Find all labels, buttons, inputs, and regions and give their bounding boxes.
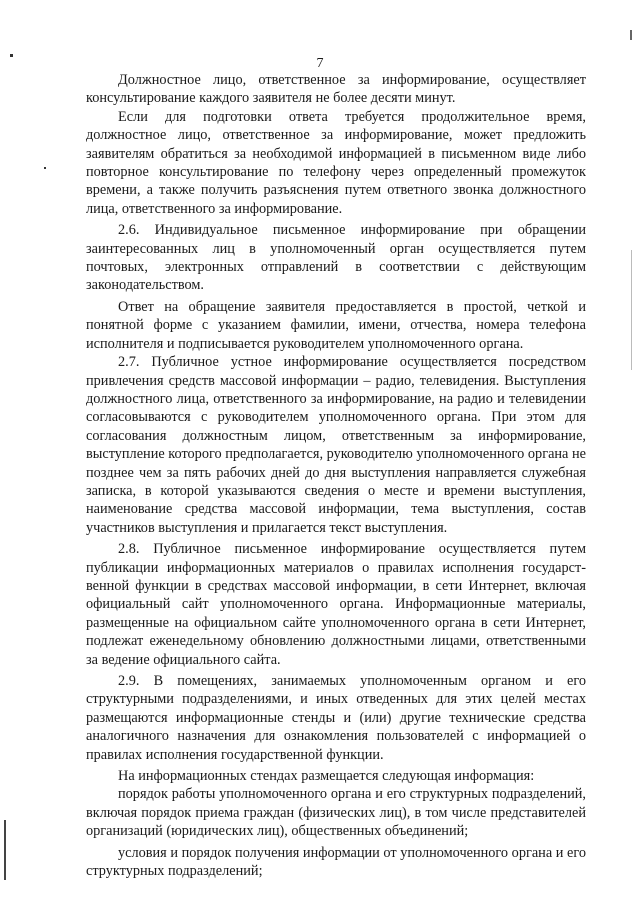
- scan-artifact: [4, 820, 6, 880]
- scan-artifact: [631, 250, 632, 370]
- paragraph-extended-time: Если для подготовки ответа требуется продолжительное время, должностное лицо, ответственное за информирование, может предложить заявителям обратиться за необходимой информацией в письменном виде либо повторное консультирование по телефону через определенный промежуток времени, а также получить разъяснения путем ответного звонка должностного лица, ответственного за информирование.: [86, 108, 586, 217]
- document-body: [86, 71, 586, 880]
- scan-artifact: [44, 167, 46, 169]
- list-item-info-conditions: условия и порядок получения информации от уполномоченного органа и его структурных подразделений;: [86, 844, 586, 880]
- paragraph-answer-form: Ответ на обращение заявителя предоставляется в простой, четкой и понятной форме с указанием фамилии, имени, отчества, номера телефона исполнителя и подписывается руководителем уполномоченного органа.: [86, 298, 586, 352]
- list-item-work-schedule: порядок работы уполномоченного органа и его структурных подразделений, включая порядок приема граждан (физических лиц), в том числе представителей организаций (юридических лиц), общественных объединений;: [86, 786, 586, 840]
- scan-artifact: [630, 30, 632, 40]
- paragraph-2-8: 2.8. Публичное письменное информирование осуществляется путем публикации информационных материалов о правилах исполнения государст-венной функции в средствах массовой информации, в сети Интернет, включая официальный сайт уполномоченного органа. Информационные материалы, размещенные на официальном сайте уполномоченного органа в сети Интернет, подлежат еженедельному обновлению должностными лицами, ответственными за ведение официального сайта.: [86, 541, 586, 668]
- paragraph-stands-intro: На информационных стендах размещается следующая информация:: [118, 768, 535, 785]
- page-number: 7: [316, 56, 324, 71]
- paragraph-2-9: 2.9. В помещениях, занимаемых уполномоченным органом и его структурными подразделениями, и иных отведенных для этих целей местах размещаются информационные стенды и (или) другие технические средства аналогичного назначения для ознакомления пользователей с информацией о правилах исполнения государственной функции.: [86, 673, 586, 763]
- paragraph-consultation-time: Должностное лицо, ответственное за информирование, осуществляет консультирование каждого заявителя не более десяти минут.: [86, 72, 586, 107]
- paragraph-2-6: 2.6. Индивидуальное письменное информирование при обращении заинтересованных лиц в уполномоченный орган осуществляется путем почтовых, электронных отправлений в соответствии с действующим законодательством.: [86, 222, 586, 294]
- paragraph-2-7: 2.7. Публичное устное информирование осуществляется посредством привлечения средств массовой информации – радио, телевидения. Выступления должностного лица, ответственного за информирование, на радио и телевидении согласовываются с руководителем уполномоченного органа. При этом для согласования должностным лицом, ответственным за информирование, выступление которого предполагается, руководителю уполномоченного органа не позднее чем за пять рабочих дней до дня выступления направляется служебная записка, в которой указываются сведения о месте и времени выступления, наименование средства массовой информации, тема выступления, состав участников выступления и прилагается текст выступления.: [86, 354, 586, 536]
